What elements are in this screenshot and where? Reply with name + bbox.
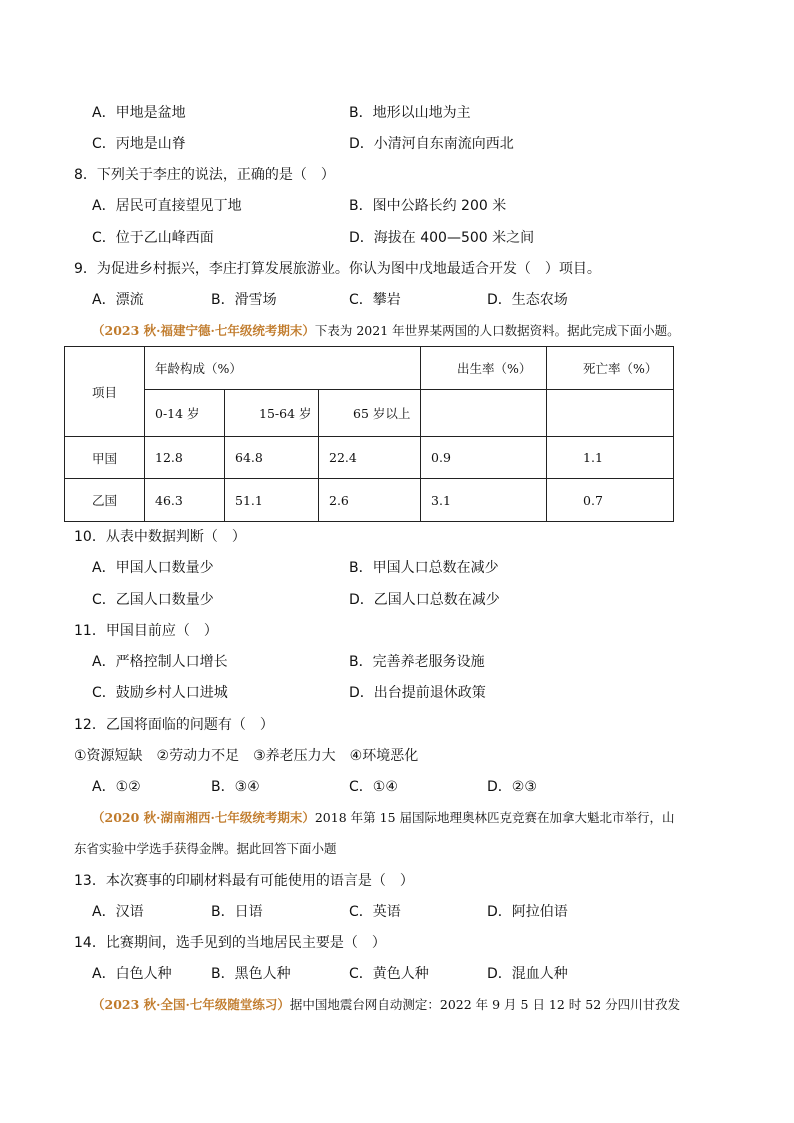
table-cell: 46.3 xyxy=(145,479,225,522)
source-note-3 xyxy=(92,996,680,1014)
q9-option-b: B．滑雪场 xyxy=(211,292,277,308)
table-empty-cell xyxy=(547,390,674,437)
q11-option-b: B．完善养老服务设施 xyxy=(349,654,485,670)
table-header-age: 年龄构成（%） xyxy=(145,347,421,390)
table-empty-cell xyxy=(421,390,547,437)
q10-option-a: A．甲国人口数量少 xyxy=(92,560,214,576)
table-cell: 51.1 xyxy=(225,479,319,522)
table-cell: 64.8 xyxy=(225,437,319,479)
q9-option-d: D．生态农场 xyxy=(487,292,568,308)
table-row-label: 乙国 xyxy=(65,479,145,522)
source-text: 2018 年第 15 届国际地理奥林匹克竞赛在加拿大魁北市举行，山 xyxy=(314,810,675,825)
q11-option-d: D．出台提前退休政策 xyxy=(349,685,486,701)
q9-stem: 9．为促进乡村振兴，李庄打算发展旅游业。你认为图中戊地最适合开发（ ）项目。 xyxy=(74,261,601,277)
table-header-age-0-14: 0-14 岁 xyxy=(145,390,225,437)
source-text: 下表为 2021 年世界某两国的人口数据资料。据此完成下面小题。 xyxy=(314,323,680,338)
q11-option-c: C．鼓励乡村人口进城 xyxy=(92,685,228,701)
table-header-age-65plus: 65 岁以上 xyxy=(319,390,421,437)
q13-option-d: D．阿拉伯语 xyxy=(487,904,568,920)
q9-option-c: C．攀岩 xyxy=(349,292,401,308)
table-cell: 3.1 xyxy=(421,479,547,522)
source-note-1 xyxy=(92,322,680,340)
q14-option-c: C．黄色人种 xyxy=(349,966,429,982)
table-header-death-rate: 死亡率（%） xyxy=(547,347,674,390)
q12-option-b: B．③④ xyxy=(211,779,260,795)
q12-option-a: A．①② xyxy=(92,779,141,795)
q8-option-d: D．海拔在 400—500 米之间 xyxy=(349,230,535,246)
table-cell: 1.1 xyxy=(547,437,674,479)
q12-option-d: D．②③ xyxy=(487,779,537,795)
source-tag: （2020 秋·湖南湘西·七年级统考期末） xyxy=(92,810,315,825)
table-cell: 0.9 xyxy=(421,437,547,479)
q7-option-b: B．地形以山地为主 xyxy=(349,105,471,121)
q8-option-c: C．位于乙山峰西面 xyxy=(92,230,214,246)
q7-option-a: A．甲地是盆地 xyxy=(92,105,186,121)
table-cell: 2.6 xyxy=(319,479,421,522)
q10-stem: 10．从表中数据判断（ ） xyxy=(74,529,246,545)
q12-option-c: C．①④ xyxy=(349,779,398,795)
table-cell: 0.7 xyxy=(547,479,674,522)
table-header-birth-rate: 出生率（%） xyxy=(421,347,547,390)
source-tag: （2023 秋·全国·七年级随堂练习） xyxy=(92,997,290,1012)
q10-option-b: B．甲国人口总数在减少 xyxy=(349,560,499,576)
q11-stem: 11．甲国目前应（ ） xyxy=(74,623,218,639)
q9-option-a: A．漂流 xyxy=(92,292,144,308)
population-table xyxy=(64,346,674,522)
q7-option-c: C．丙地是山脊 xyxy=(92,136,186,152)
q12-items: ①资源短缺 ②劳动力不足 ③养老压力大 ④环境恶化 xyxy=(74,748,419,764)
table-cell: 22.4 xyxy=(319,437,421,479)
q14-option-d: D．混血人种 xyxy=(487,966,568,982)
source-tag: （2023 秋·福建宁德·七年级统考期末） xyxy=(92,323,315,338)
q7-option-d: D．小清河自东南流向西北 xyxy=(349,136,514,152)
source-text: 据中国地震台网自动测定：2022 年 9 月 5 日 12 时 52 分四川甘孜发 xyxy=(289,997,681,1012)
source-note-2-cont: 东省实验中学选手获得金牌。据此回答下面小题 xyxy=(74,841,337,856)
table-cell: 12.8 xyxy=(145,437,225,479)
q13-option-c: C．英语 xyxy=(349,904,401,920)
q10-option-c: C．乙国人口数量少 xyxy=(92,592,214,608)
q14-stem: 14．比赛期间，选手见到的当地居民主要是（ ） xyxy=(74,935,386,951)
q12-stem: 12．乙国将面临的问题有（ ） xyxy=(74,717,274,733)
q14-option-b: B．黑色人种 xyxy=(211,966,291,982)
q10-option-d: D．乙国人口总数在减少 xyxy=(349,592,500,608)
table-row-label: 甲国 xyxy=(65,437,145,479)
q11-option-a: A．严格控制人口增长 xyxy=(92,654,228,670)
q13-stem: 13．本次赛事的印刷材料最有可能使用的语言是（ ） xyxy=(74,873,414,889)
q8-option-a: A．居民可直接望见丁地 xyxy=(92,198,242,214)
q13-option-b: B．日语 xyxy=(211,904,263,920)
source-note-2 xyxy=(92,809,675,827)
table-header-age-15-64: 15-64 岁 xyxy=(225,390,319,437)
q8-option-b: B．图中公路长约 200 米 xyxy=(349,198,507,214)
table-header-item: 项目 xyxy=(65,347,145,437)
q8-stem: 8．下列关于李庄的说法，正确的是（ ） xyxy=(74,167,335,183)
q13-option-a: A．汉语 xyxy=(92,904,144,920)
q14-option-a: A．白色人种 xyxy=(92,966,172,982)
